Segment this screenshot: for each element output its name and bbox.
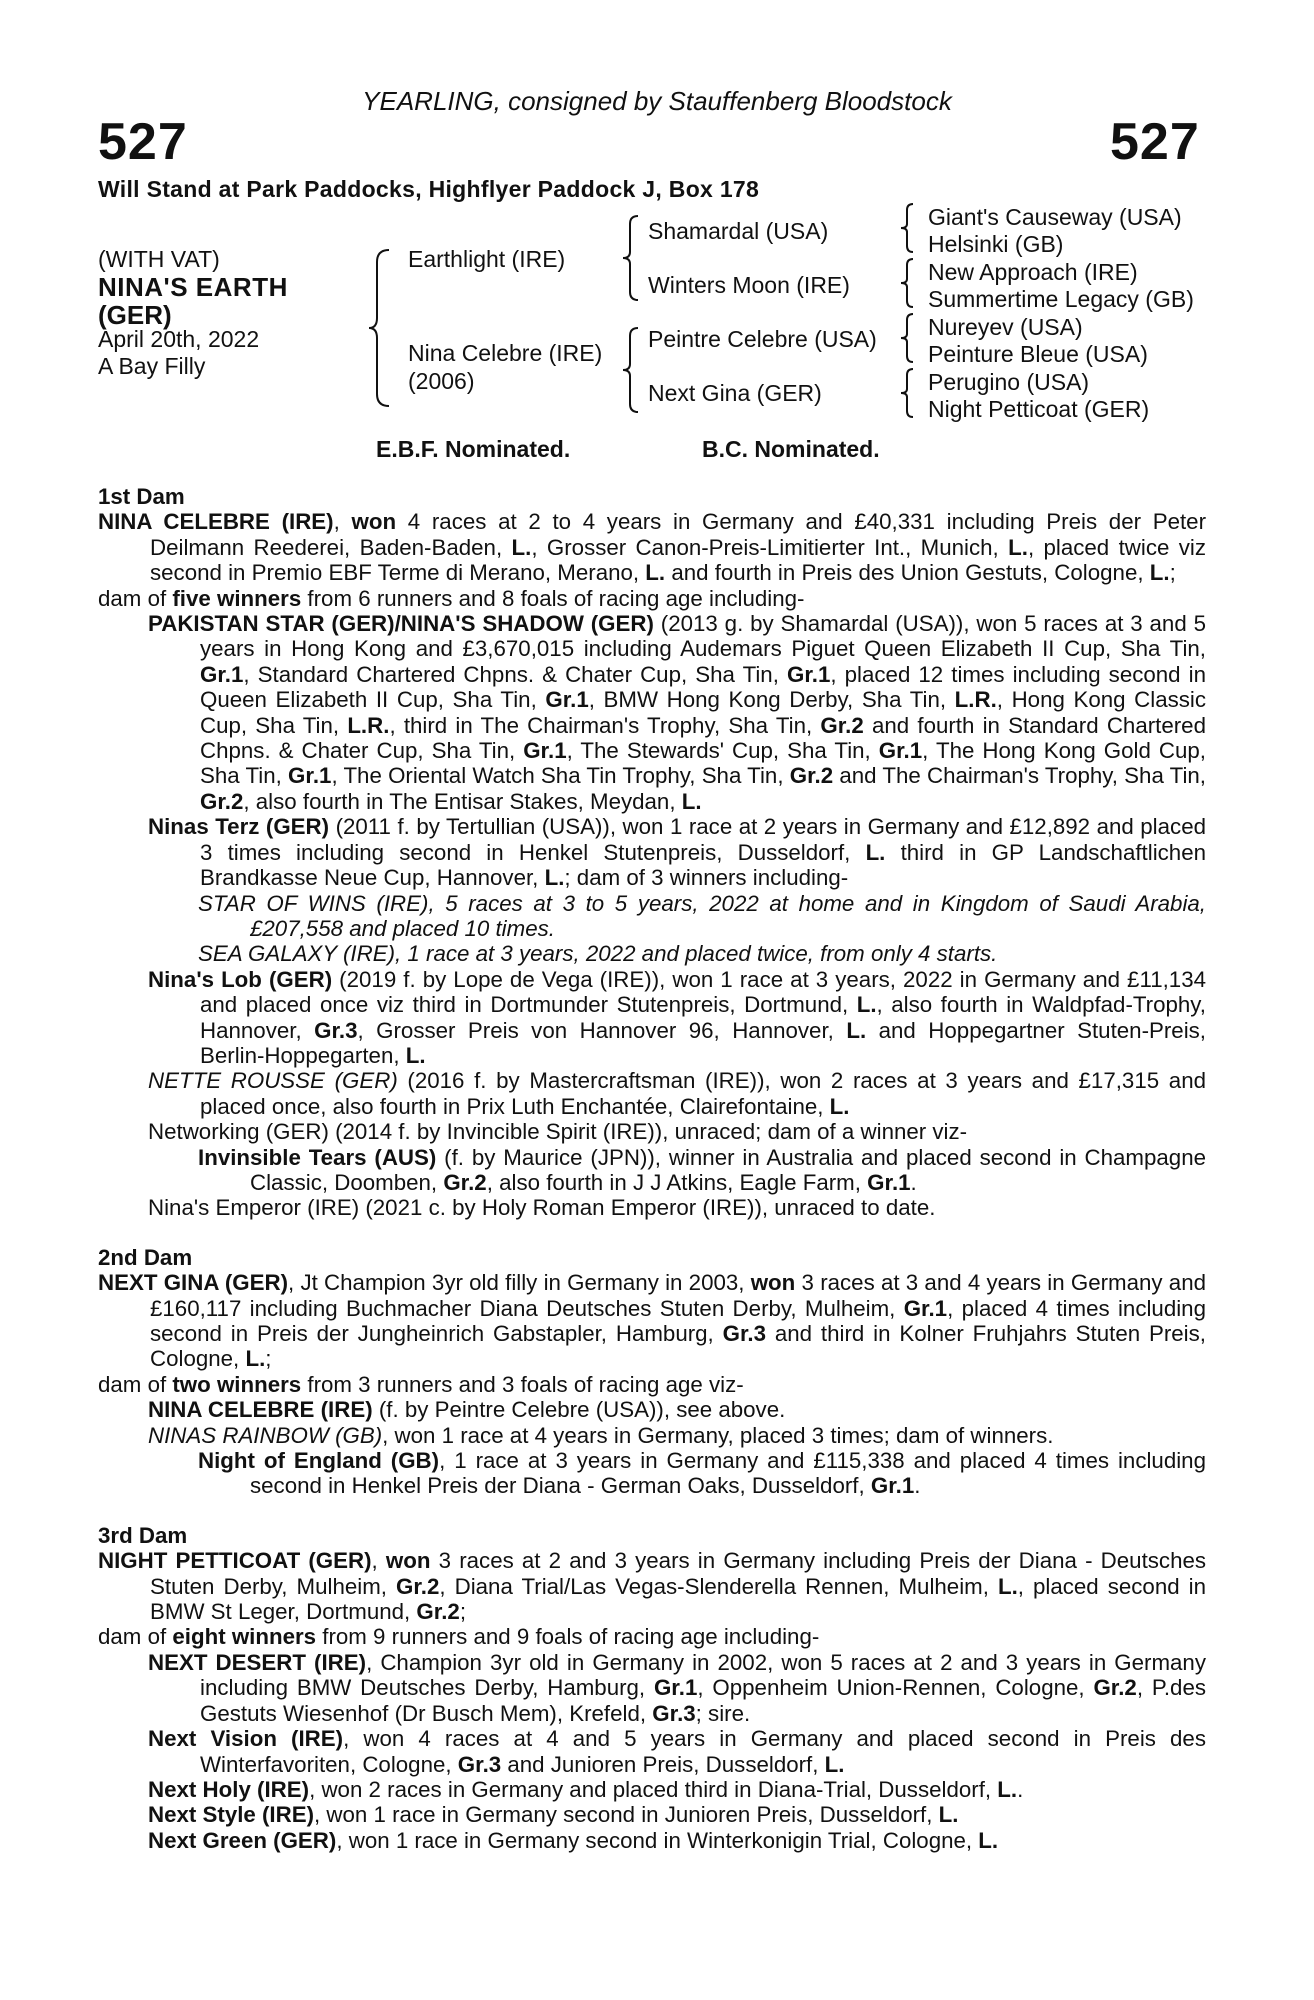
vat-note: (WITH VAT) [98, 246, 220, 272]
consignor-line: YEARLING, consigned by Stauffenberg Bloodstock [362, 86, 952, 116]
pedigree-brace-dd [898, 367, 916, 419]
first-dam-name: NINA CELEBRE (IRE) [98, 509, 334, 535]
foaling-date: April 20th, 2022 [98, 326, 260, 352]
progeny-networking: Networking (GER) (2014 f. by Invincible Spirit (IRE)), unraced; dam of a winner viz- [148, 1119, 968, 1145]
progeny-night-of-england: Night of England (GB), 1 race at 3 years in Germany and £115,338 and placed 4 times including second in Henkel Preis der Diana - German Oaks, Dusseldorf, Gr.1. [198, 1448, 1206, 1499]
first-dam-produce-summary: dam of five winners from 6 runners and 8 foals of racing age including- [98, 585, 805, 611]
horse-country: (GER) [98, 300, 172, 330]
dd-dam: Night Petticoat (GER) [928, 396, 1150, 422]
catalogue-body [98, 484, 1206, 1853]
second-dam-heading: 2nd Dam [98, 1244, 193, 1270]
progeny-nette-rousse: NETTE ROUSSE (GER) (2016 f. by Mastercraftsman (IRE)), won 2 races at 3 years and £17,315 and placed once, also fourth in Prix Luth Enchantée, Clairefontaine, L. [148, 1068, 1206, 1119]
progeny-next-vision: Next Vision (IRE), won 4 races at 4 and 5 years in Germany and placed second in Preis des Winterfavoriten, Cologne, Gr.3 and Junioren Preis, Dusseldorf, L. [148, 1726, 1206, 1777]
ss-sire: Giant's Causeway (USA) [928, 204, 1182, 230]
progeny-sea-galaxy: SEA GALAXY (IRE), 1 race at 3 years, 2022 and placed twice, from only 4 starts. [198, 941, 998, 967]
second-dam-record: NEXT GINA (GER), Jt Champion 3yr old filly in Germany in 2003, won 3 races at 3 and 4 years in Germany and £160,117 including Buchmacher Diana Deutsches Stuten Derby, Mulheim, Gr.1, placed 4 times including second in Preis der Jungheinrich Gabstapler, Hamburg, Gr.3 and third in Kolner Fruhjahrs Stuten Preis, Cologne, L.; [98, 1270, 1206, 1372]
progeny-ninas-lob: Nina's Lob (GER) (2019 f. by Lope de Vega (IRE)), won 1 race at 3 years, 2022 in Germany and £11,134 and placed once viz third in Dortmunder Stutenpreis, Dortmund, L., also fourth in Waldpfad-Trophy, Hannover, Gr.3, Grosser Preis von Hannover 96, Hannover, L. and Hoppegartner Stuten-Preis, Berlin-Hoppegarten, L. [148, 966, 1206, 1068]
pedigree-brace-dam [620, 326, 642, 414]
progeny-invinsible-tears: Invinsible Tears (AUS) (f. by Maurice (JPN)), winner in Australia and placed second in Champagne Classic, Doomben, Gr.2, also fourth in J J Atkins, Eagle Farm, Gr.1. [198, 1144, 1207, 1195]
third-dam-heading: 3rd Dam [98, 1522, 188, 1548]
progeny-nina-celebre: NINA CELEBRE (IRE) (f. by Peintre Celebre (USA)), see above. [148, 1397, 786, 1423]
sire-sire: Shamardal (USA) [648, 218, 829, 244]
sd-sire: New Approach (IRE) [928, 259, 1138, 285]
second-dam-produce-summary: dam of two winners from 3 runners and 3 foals of racing age viz- [98, 1371, 744, 1397]
progeny-pakistan-star: PAKISTAN STAR (GER)/NINA'S SHADOW (GER) (2013 g. by Shamardal (USA)), won 5 races at 3 and 5 years in Hong Kong and £3,670,015 including Audemars Piguet Queen Elizabeth II Cup, Sha Tin, Gr.1, Standard Chartered Chpns. & Chater Cup, Sha Tin, Gr.1, placed 12 times including second in Queen Elizabeth II Cup, Sha Tin, Gr.1, BMW Hong Kong Derby, Sha Tin, L.R., Hong Kong Classic Cup, Sha Tin, L.R., third in The Chairman's Trophy, Sha Tin, Gr.2 and fourth in Standard Chartered Chpns. & Chater Cup, Sha Tin, Gr.1, The Stewards' Cup, Sha Tin, Gr.1, The Hong Kong Gold Cup, Sha Tin, Gr.1, The Oriental Watch Sha Tin Trophy, Sha Tin, Gr.2 and The Chairman's Trophy, Sha Tin, Gr.2, also fourth in The Entisar Stakes, Meydan, L. [148, 611, 1207, 814]
ss-dam: Helsinki (GB) [928, 231, 1064, 257]
progeny-ninas-emperor: Nina's Emperor (IRE) (2021 c. by Holy Roman Emperor (IRE)), unraced to date. [148, 1195, 936, 1221]
first-dam-heading: 1st Dam [98, 484, 185, 509]
sd-dam: Summertime Legacy (GB) [928, 286, 1194, 312]
ds-sire: Nureyev (USA) [928, 314, 1083, 340]
stand-location: Will Stand at Park Paddocks, Highflyer Paddock J, Box 178 [98, 176, 760, 202]
pedigree-brace-sd [898, 257, 916, 309]
pedigree-brace-ss [898, 202, 916, 254]
lot-number-right: 527 [1110, 113, 1200, 171]
dam-dam: Next Gina (GER) [648, 380, 822, 406]
second-dam-name: NEXT GINA (GER) [98, 1270, 289, 1296]
third-dam-record: NIGHT PETTICOAT (GER), won 3 races at 2 and 3 years in Germany including Preis der Diana - Deutsches Stuten Derby, Mulheim, Gr.2, Diana Trial/Las Vegas-Slenderella Rennen, Mulheim, L., placed second in BMW St Leger, Dortmund, Gr.2; [98, 1548, 1207, 1625]
progeny-star-of-wins: STAR OF WINS (IRE), 5 races at 3 to 5 years, 2022 at home and in Kingdom of Saudi Arabia, £207,558 and placed 10 times. [198, 890, 1206, 941]
pedigree-brace-sire [620, 214, 642, 302]
third-dam-name: NIGHT PETTICOAT (GER) [98, 1548, 372, 1574]
lot-number-left: 527 [98, 113, 188, 171]
pedigree-brace-ds [898, 312, 916, 364]
progeny-next-style: Next Style (IRE), won 1 race in Germany second in Junioren Preis, Dusseldorf, L. [148, 1802, 959, 1828]
horse-name: NINA'S EARTH [98, 272, 288, 302]
progeny-next-green: Next Green (GER), won 1 race in Germany second in Winterkonigin Trial, Cologne, L. [148, 1827, 999, 1853]
third-dam-produce-summary: dam of eight winners from 9 runners and 9 foals of racing age including- [98, 1624, 820, 1650]
progeny-next-desert: NEXT DESERT (IRE), Champion 3yr old in Germany in 2002, won 5 races at 2 and 3 years in Germany including BMW Deutsches Derby, Hamburg, Gr.1, Oppenheim Union-Rennen, Cologne, Gr.2, P.des Gestuts Wiesenhof (Dr Busch Mem), Krefeld, Gr.3; sire. [148, 1649, 1207, 1726]
pedigree-brace-main [365, 248, 395, 408]
dam-year: (2006) [408, 368, 475, 394]
ebf-nomination: E.B.F. Nominated. [376, 436, 571, 462]
progeny-ninas-rainbow: NINAS RAINBOW (GB), won 1 race at 4 years in Germany, placed 3 times; dam of winners. [148, 1422, 1054, 1448]
horse-description: A Bay Filly [98, 353, 206, 379]
ds-dam: Peinture Bleue (USA) [928, 341, 1148, 367]
bc-nomination: B.C. Nominated. [702, 436, 880, 462]
sire-name: Earthlight (IRE) [408, 246, 566, 272]
first-dam-record: NINA CELEBRE (IRE), won 4 races at 2 to 4 years in Germany and £40,331 including Preis der Peter Deilmann Reederei, Baden-Baden, L., Grosser Canon-Preis-Limitierter Int., Munich, L., placed twice viz second in Premio EBF Terme di Merano, Merano, L. and fourth in Preis des Union Gestuts, Cologne, L.; [98, 509, 1206, 586]
progeny-ninas-terz: Ninas Terz (GER) (2011 f. by Tertullian (USA)), won 1 race at 2 years in Germany and £12,892 and placed 3 times including second in Henkel Stutenpreis, Dusseldorf, L. third in GP Landschaftlichen Brandkasse Neue Cup, Hannover, L.; dam of 3 winners including- [148, 814, 1207, 891]
dam-name: Nina Celebre (IRE) [408, 340, 603, 366]
dd-sire: Perugino (USA) [928, 369, 1090, 395]
progeny-next-holy: Next Holy (IRE), won 2 races in Germany and placed third in Diana-Trial, Dusseldorf, L.. [148, 1776, 1024, 1802]
dam-sire: Peintre Celebre (USA) [648, 326, 877, 352]
sire-dam: Winters Moon (IRE) [648, 272, 850, 298]
